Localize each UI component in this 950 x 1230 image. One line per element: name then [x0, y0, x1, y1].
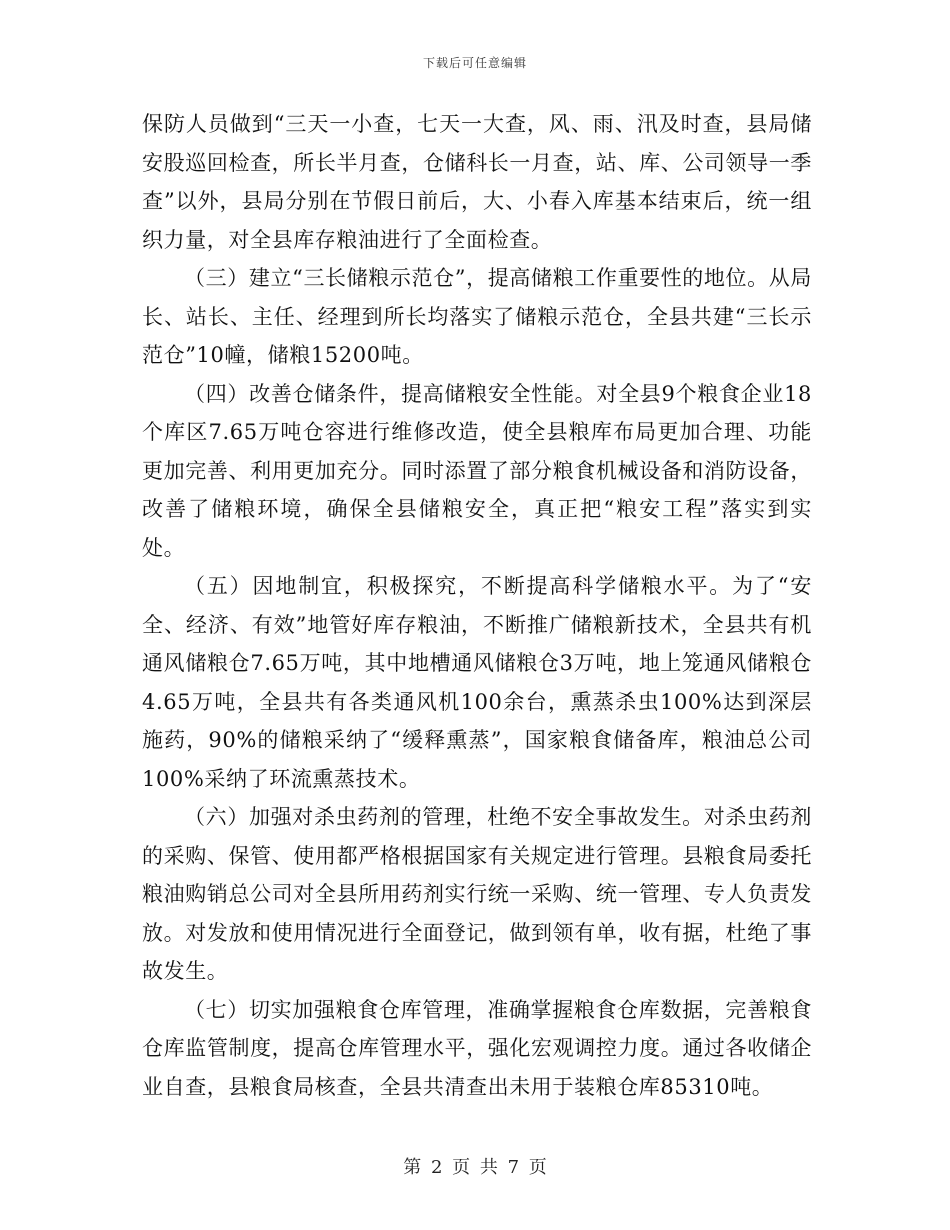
paragraph-3: （四）改善仓储条件，提高储粮安全性能。对全县9个粮食企业18个库区7.65万吨仓容进行维修改造，使全县粮库布局更加合理、功能更加完善、利用更加充分。同时添置了部分粮食机械设备和消防设备，改善了储粮环境，确保全县储粮安全，真正把“粮安工程”落实到实处。	[142, 381, 812, 560]
paragraph-6: （七）切实加强粮食仓库管理，准确掌握粮食仓库数据，完善粮食仓库监管制度，提高仓库管理水平，强化宏观调控力度。通过各收储企业自查，县粮食局核查，全县共清查出未用于装粮仓库85310吨。	[142, 997, 812, 1099]
page-header: 下载后可任意编辑	[422, 56, 527, 70]
paragraph-1: 保防人员做到“三天一小查，七天一大查，风、雨、汛及时查，县局储安股巡回检查，所长半月查，仓储科长一月查，站、库、公司领导一季查”以外，县局分别在节假日前后，大、小春入库基本结束后，统一组织力量，对全县库存粮油进行了全面检查。	[142, 112, 812, 252]
paragraph-4: （五）因地制宜，积极探究，不断提高科学储粮水平。为了“安全、经济、有效”地管好库存粮油，不断推广储粮新技术，全县共有机通风储粮仓7.65万吨，其中地槽通风储粮仓3万吨，地上笼通风储粮仓4.65万吨，全县共有各类通风机100余台，熏蒸杀虫100%达到深层施药，90%的储粮采纳了“缓释熏蒸”，国家粮食储备库，粮油总公司100%采纳了环流熏蒸技术。	[142, 574, 812, 791]
page-footer: 第 2 页 共 7 页	[403, 1157, 547, 1178]
document-body	[142, 105, 812, 1106]
paragraph-5: （六）加强对杀虫药剂的管理，杜绝不安全事故发生。对杀虫药剂的采购、保管、使用都严格根据国家有关规定进行管理。县粮食局委托粮油购销总公司对全县所用药剂实行统一采购、统一管理、专人负责发放。对发放和使用情况进行全面登记，做到领有单，收有据，杜绝了事故发生。	[142, 805, 812, 983]
paragraph-2: （三）建立“三长储粮示范仓”，提高储粮工作重要性的地位。从局长、站长、主任、经理到所长均落实了储粮示范仓，全县共建“三长示范仓”10幢，储粮15200吨。	[142, 266, 812, 367]
